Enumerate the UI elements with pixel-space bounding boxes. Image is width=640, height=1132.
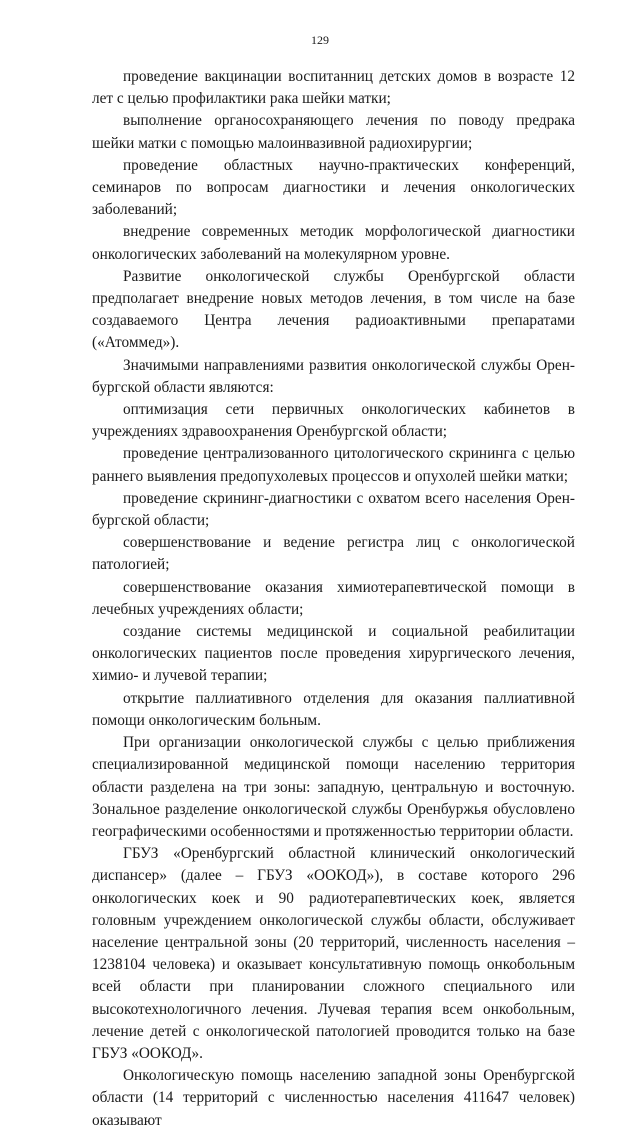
paragraph-screening-diagnostics: проведение скрининг-диагностики с охватом всего населения Оренбургской области; bbox=[92, 489, 575, 530]
paragraph-organ-preserving-treatment: выполнение органосохраняющего лечения по поводу предрака шейки матки с помощью малоинвазивной радиохирургии; bbox=[92, 112, 575, 152]
paragraph-palliative-department: открытие паллиативного отделения для оказания паллиативной помощи онкологическим больным. bbox=[92, 689, 575, 729]
paragraph-regional-dispensary: ГБУЗ «Оренбургский областной клинический онкологический диспансер» (далее – ГБУЗ «ООКОД»), в составе которого 296 онкологических коек и 90 радиотерапевтических коек, является головным учреждением онкологической службы области, обслуживает население центральной зоны (20 территорий, численность населения – 1238104 человека) и оказывает консультативную помощь онкобольным всей области при планировании сложного специального или высокотехнологичного лечения. Лучевая терапия всем онкобольным, лечение детей с онкологической патологией проводится только на базе ГБУЗ «ООКОД». bbox=[92, 845, 575, 1062]
paragraph-development-directions: Значимыми направлениями развития онкологической службы Оренбургской области являются: bbox=[92, 356, 575, 396]
paragraph-western-zone: Онкологическую помощь населению западной зоны Оренбургской области (14 территорий с численностью населения 411647 человек) оказывают bbox=[92, 1067, 575, 1129]
paragraph-rehabilitation: создание системы медицинской и социальной реабилитации онкологических пациентов после проведения хирургического лечения, химио- и лучевой терапии; bbox=[92, 623, 575, 685]
paragraph-primary-cabinets: оптимизация сети первичных онкологических кабинетов в учреждениях здравоохранения Оренбургской области; bbox=[92, 401, 575, 441]
paragraph-vaccination: проведение вакцинации воспитанниц детских домов в возрасте 12 лет с целью профилактики рака шейки матки; bbox=[92, 68, 575, 108]
paragraph-three-zones: При организации онкологической службы с целью приближения специализированной медицинской помощи населению территория области разделена на три зоны: западную, центральную и восточную. Зональное разделение онкологической службы Оренбуржья обусловлено географическими особенностями и протяженностью территории области. bbox=[92, 734, 575, 840]
paragraph-service-development: Развитие онкологической службы Оренбургской области предполагает внедрение новых методов лечения, в том числе на базе создаваемого Центра лечения радиоактивными препаратами («Атоммед»). bbox=[92, 267, 575, 352]
page-number: 129 bbox=[311, 33, 329, 47]
paragraph-cytological-screening: проведение централизованного цитологического скрининга с целью раннего выявления предопухолевых процессов и опухолей шейки матки; bbox=[92, 445, 575, 485]
paragraph-morphological-diagnostics: внедрение современных методик морфологической диагностики онкологических заболеваний на молекулярном уровне. bbox=[92, 223, 575, 263]
paragraph-registry: совершенствование и ведение регистра лиц с онкологической патологией; bbox=[92, 534, 575, 574]
paragraph-conferences: проведение областных научно-практических конференций, семинаров по вопросам диагностики и лечения онкологических заболеваний; bbox=[92, 156, 575, 219]
paragraph-chemotherapy: совершенствование оказания химиотерапевтической помощи в лечебных учреждениях области; bbox=[92, 578, 575, 618]
body-text bbox=[92, 66, 575, 1132]
